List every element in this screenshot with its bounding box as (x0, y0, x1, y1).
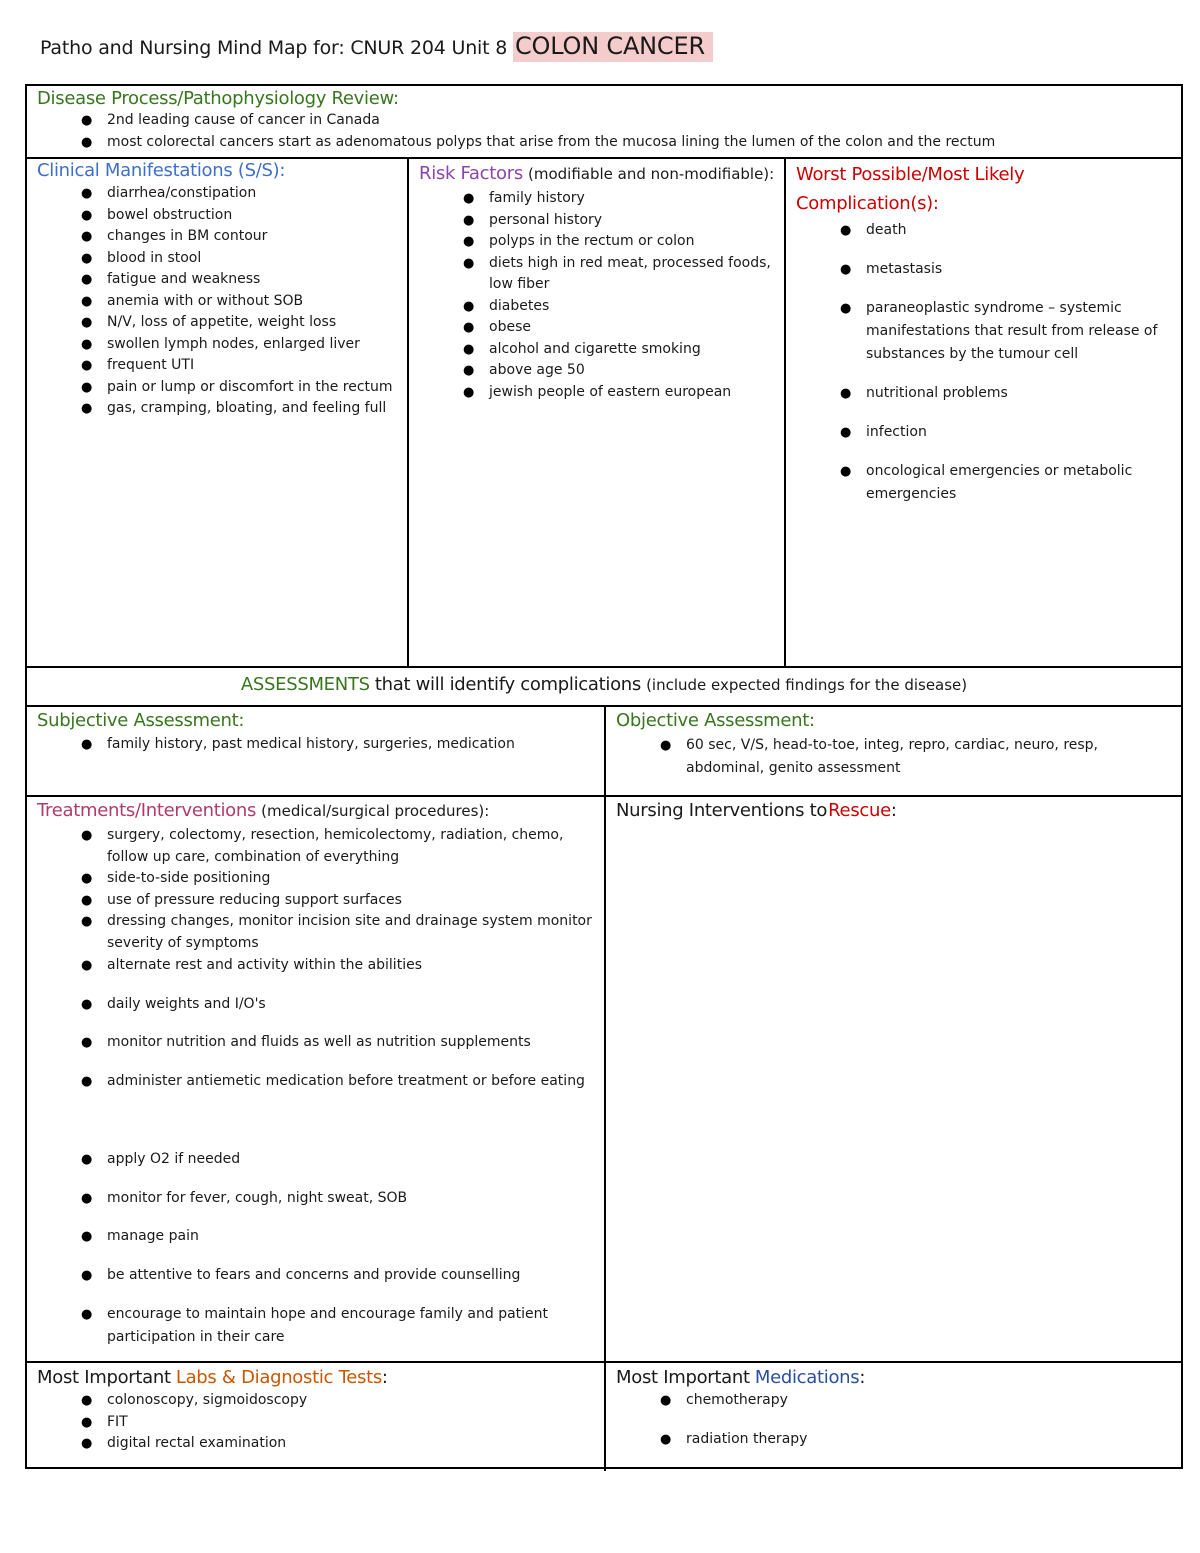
list-item: ● diarrhea/constipation (37, 183, 405, 205)
treatments-list-2 (37, 955, 602, 1092)
list-item: ● colonoscopy, sigmoidoscopy (37, 1390, 602, 1412)
treatments-heading-block (37, 800, 602, 821)
labs-section (37, 1367, 602, 1455)
assessments-heading-colored: ASSESSMENTS (240, 674, 370, 695)
assessments-note: (include expected findings for the disease) (646, 676, 968, 694)
list-item: ● chemotherapy (616, 1390, 1171, 1412)
list-item: ● side-to-side positioning (37, 868, 602, 890)
list-item: ● personal history (419, 210, 779, 232)
assessments-heading-rest: that will identify complications (374, 674, 641, 695)
list-item: ● monitor nutrition and fluids as well as nutrition supplements (37, 1032, 602, 1054)
list-item: ● swollen lymph nodes, enlarged liver (37, 334, 405, 356)
objective-heading: Objective Assessment: (616, 710, 815, 731)
list-item: ● gas, cramping, bloating, and feeling full (37, 398, 405, 420)
list-item: ● family history, past medical history, surgeries, medication (37, 734, 602, 756)
treatments-list-1 (37, 825, 602, 954)
divider (784, 157, 786, 668)
objective-list (616, 734, 1171, 780)
list-item: ● polyps in the rectum or colon (419, 231, 779, 253)
treatments-list-3 (37, 1149, 602, 1349)
treatments-note: (medical/surgical procedures): (261, 802, 490, 820)
list-item: ● above age 50 (419, 360, 779, 382)
objective-section (616, 710, 1171, 780)
title-prefix: Patho and Nursing Mind Map for: CNUR 204 Unit 8 (40, 37, 508, 59)
list-item: ● daily weights and I/O's (37, 994, 602, 1016)
treatments-heading: Treatments/Interventions (37, 800, 257, 821)
subjective-list (37, 734, 602, 756)
labs-heading-suffix: : (381, 1367, 388, 1388)
assessments-banner (27, 668, 1181, 705)
rescue-heading-prefix: Nursing Interventions to (616, 800, 828, 821)
complications-heading: Worst Possible/Most Likely Complication(s): (796, 164, 1025, 214)
risk-factors-heading: Risk Factors (419, 163, 523, 184)
clinical-manifestations-heading: Clinical Manifestations (S/S): (37, 160, 286, 181)
list-item: ● alternate rest and activity within the abilities (37, 955, 602, 977)
clinical-manifestations-section (37, 160, 405, 420)
rescue-heading-colored: Rescue (828, 800, 891, 821)
disease-process-heading: Disease Process/Pathophysiology Review: (37, 88, 399, 109)
list-item: ● alcohol and cigarette smoking (419, 339, 779, 361)
list-item: ● obese (419, 317, 779, 339)
list-item: ● dressing changes, monitor incision site and drainage system monitor severity of symptoms (37, 911, 602, 954)
rescue-heading-suffix: : (890, 800, 897, 821)
complications-list (796, 220, 1171, 506)
list-item: ● 2nd leading cause of cancer in Canada (37, 110, 1167, 132)
labs-heading-block (37, 1367, 602, 1388)
list-item: ● N/V, loss of appetite, weight loss (37, 312, 405, 334)
list-item: ● bowel obstruction (37, 205, 405, 227)
list-item: ● paraneoplastic syndrome – systemic manifestations that result from release of substances by the tumour cell (796, 297, 1171, 366)
list-item: ● use of pressure reducing support surfaces (37, 890, 602, 912)
list-item: ● radiation therapy (616, 1429, 1171, 1451)
medications-heading-prefix: Most Important (616, 1367, 750, 1388)
medications-heading-colored: Medications (754, 1367, 860, 1388)
clinical-manifestations-list (37, 183, 405, 420)
list-item: ● blood in stool (37, 248, 405, 270)
divider (27, 157, 1181, 159)
list-item: ● monitor for fever, cough, night sweat, SOB (37, 1188, 602, 1210)
medications-section (616, 1367, 1171, 1467)
divider (407, 157, 409, 668)
complications-section (796, 160, 1171, 523)
list-item: ● frequent UTI (37, 355, 405, 377)
list-item: ● metastasis (796, 259, 1171, 281)
treatments-section (37, 800, 602, 1349)
list-item: ● 60 sec, V/S, head-to-toe, integ, repro, cardiac, neuro, resp, abdominal, genito assessment (616, 734, 1171, 780)
list-item: ● changes in BM contour (37, 226, 405, 248)
mind-map-table (25, 84, 1183, 1469)
list-item: ● anemia with or without SOB (37, 291, 405, 313)
risk-factors-heading-block (419, 160, 779, 188)
subjective-section (37, 710, 602, 756)
list-item: ● apply O2 if needed (37, 1149, 602, 1171)
medications-list (616, 1390, 1171, 1450)
medications-heading-block (616, 1367, 1171, 1388)
title-highlight: COLON CANCER (513, 32, 713, 62)
labs-heading-colored: Labs & Diagnostic Tests (175, 1367, 382, 1388)
list-item: ● FIT (37, 1412, 602, 1434)
risk-factors-section (419, 160, 779, 403)
page-title (40, 32, 713, 60)
list-item: ● diabetes (419, 296, 779, 318)
labs-list (37, 1390, 602, 1455)
list-item: ● diets high in red meat, processed foods, low fiber (419, 253, 779, 296)
risk-factors-subheading: (modifiable and non-modifiable): (528, 165, 775, 183)
disease-process-list (37, 110, 1167, 153)
list-item: ● jewish people of eastern european (419, 382, 779, 404)
list-item: ● surgery, colectomy, resection, hemicolectomy, radiation, chemo, follow up care, combination of everything (37, 825, 602, 868)
list-item: ● administer antiemetic medication before treatment or before eating (37, 1071, 602, 1093)
list-item: ● fatigue and weakness (37, 269, 405, 291)
list-item: ● death (796, 220, 1171, 242)
list-item: ● pain or lump or discomfort in the rectum (37, 377, 405, 399)
subjective-heading: Subjective Assessment: (37, 710, 245, 731)
list-item: ● digital rectal examination (37, 1433, 602, 1455)
list-item: ● most colorectal cancers start as adenomatous polyps that arise from the mucosa lining the lumen of the colon and the rectum (37, 132, 1167, 154)
list-item: ● infection (796, 422, 1171, 444)
list-item: ● family history (419, 188, 779, 210)
list-item: ● manage pain (37, 1226, 602, 1248)
risk-factors-list (419, 188, 779, 403)
divider (604, 705, 606, 1471)
rescue-section (616, 800, 1171, 821)
list-item: ● nutritional problems (796, 383, 1171, 405)
list-item: ● be attentive to fears and concerns and provide counselling (37, 1265, 602, 1287)
labs-heading-prefix: Most Important (37, 1367, 171, 1388)
medications-heading-suffix: : (859, 1367, 866, 1388)
list-item: ● encourage to maintain hope and encourage family and patient participation in their care (37, 1303, 602, 1349)
list-item: ● oncological emergencies or metabolic emergencies (796, 460, 1171, 506)
disease-process-section (37, 88, 1167, 153)
